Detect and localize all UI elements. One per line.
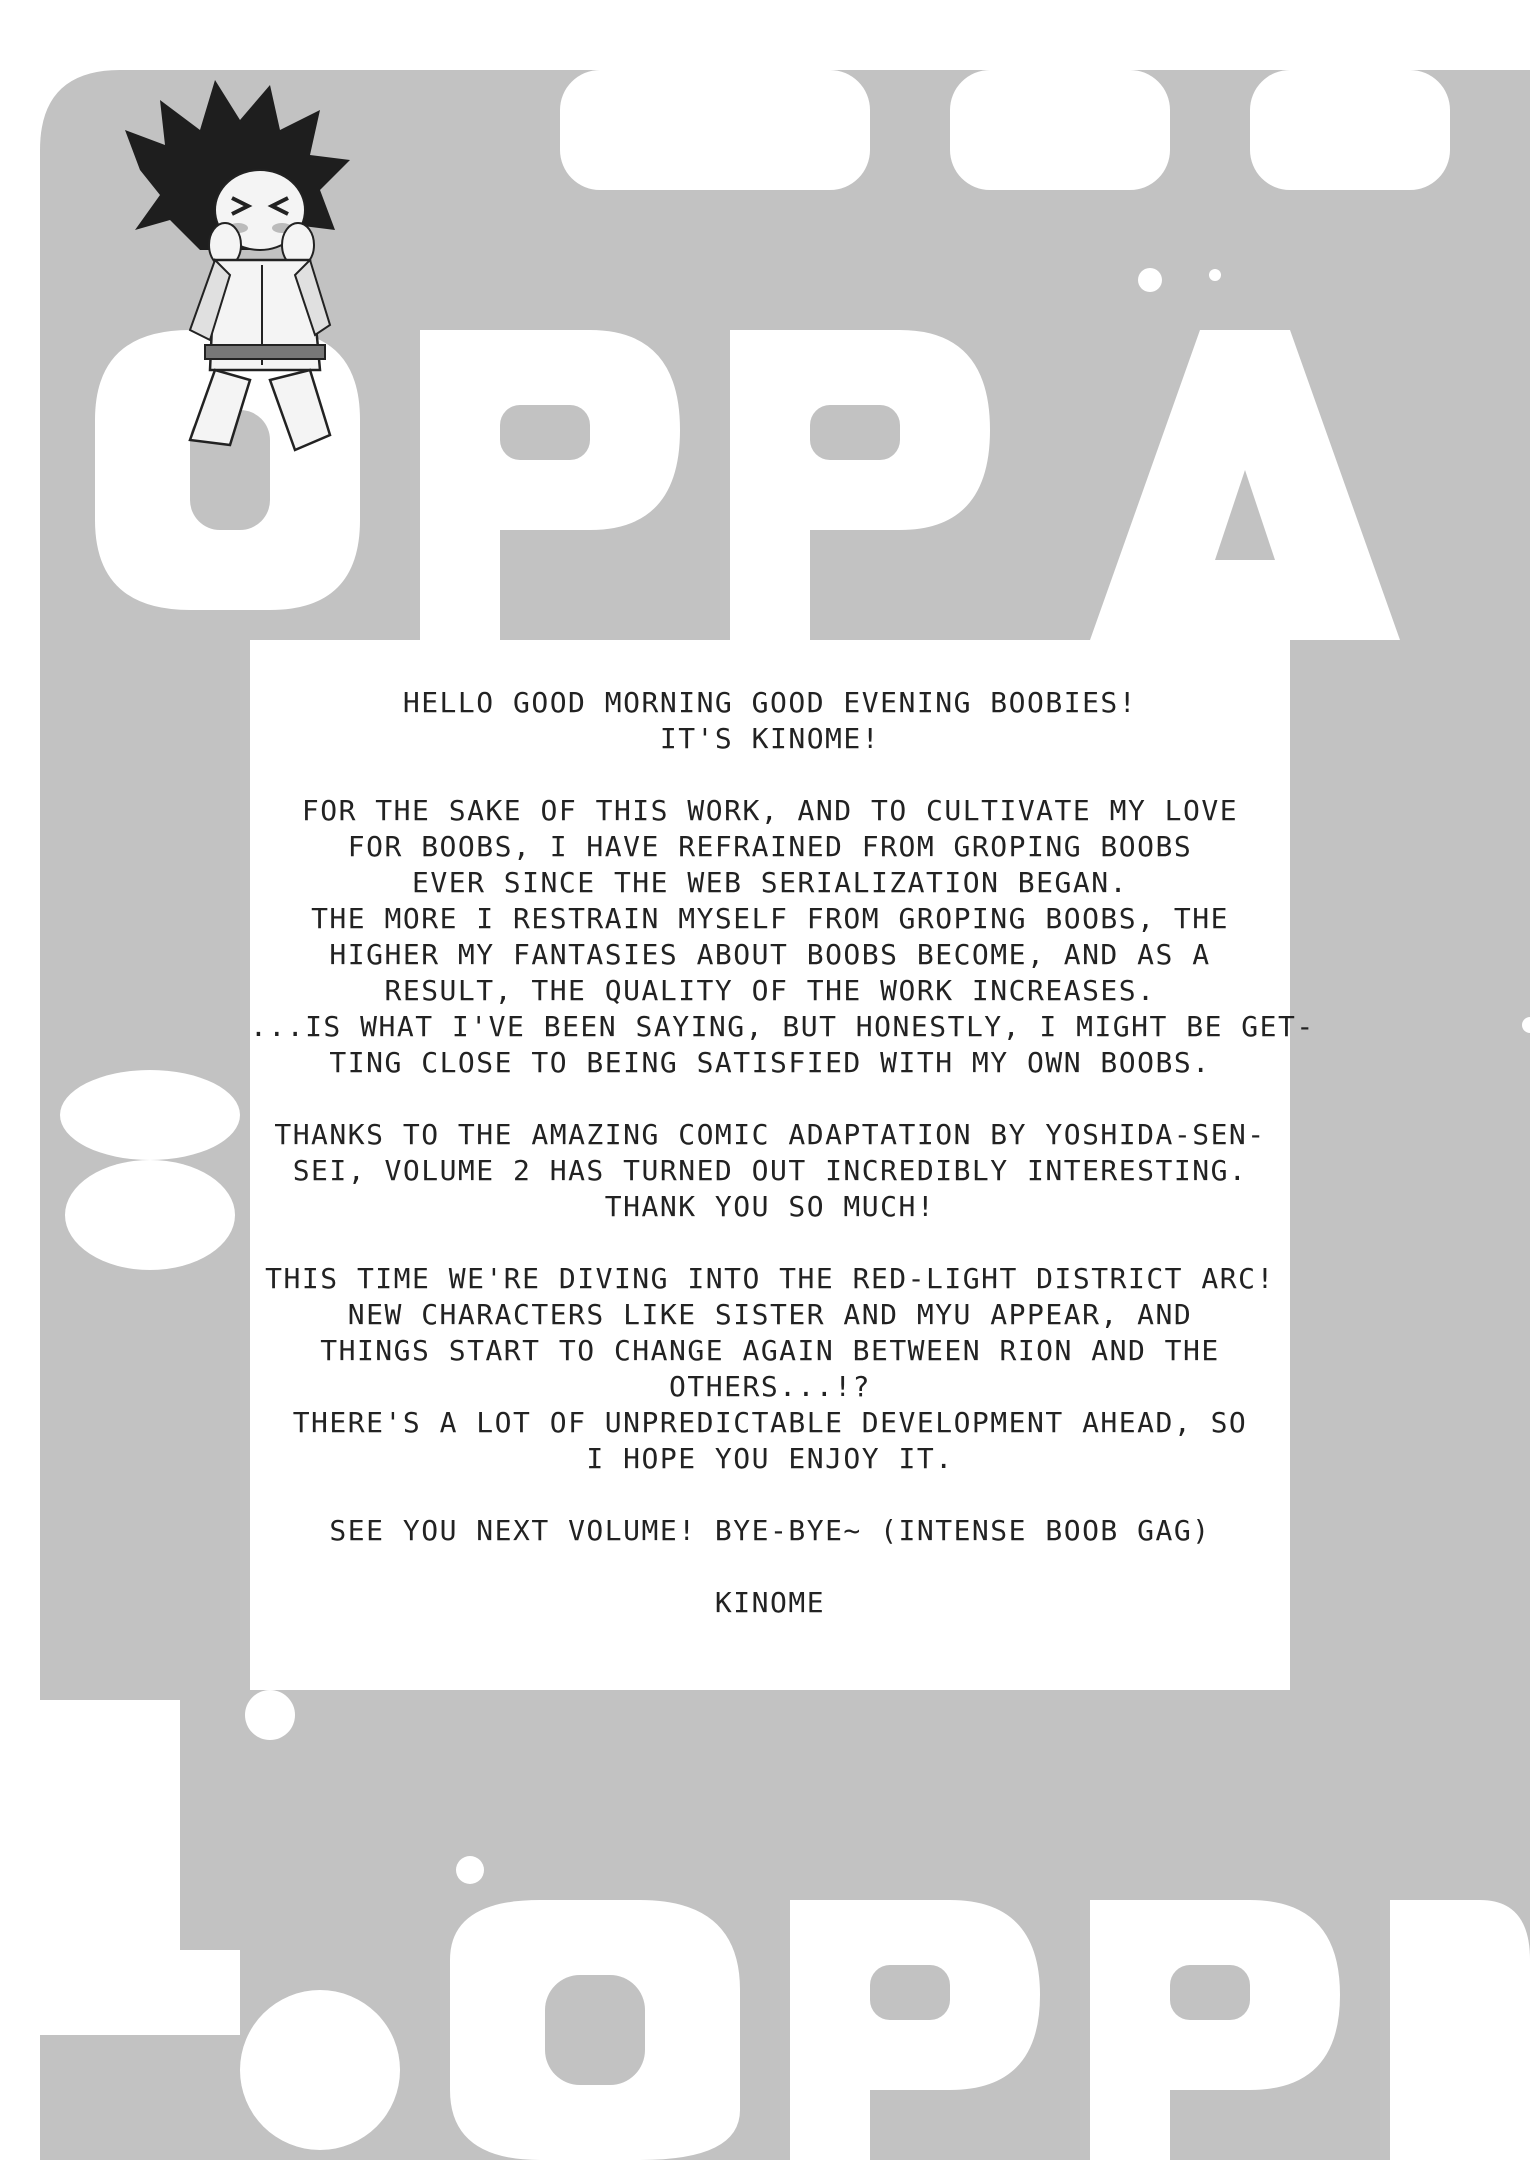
text-line: SEI, VOLUME 2 HAS TURNED OUT INCREDIBLY INTERESTING. (292, 1154, 1248, 1187)
legs (190, 370, 250, 445)
grey-strip-left (0, 0, 40, 2160)
text-line: I HOPE YOU ENJOY IT. (586, 1442, 954, 1475)
text-line: THERE'S A LOT OF UNPREDICTABLE DEVELOPMENT AHEAD, SO (292, 1406, 1248, 1439)
closing-line: SEE YOU NEXT VOLUME! BYE-BYE~ (INTENSE BOOB GAG) (329, 1514, 1211, 1547)
paragraph-one (250, 793, 1315, 1081)
paragraph-two (250, 1117, 1290, 1225)
text-line: THINGS START TO CHANGE AGAIN BETWEEN RION AND THE (320, 1334, 1220, 1367)
greeting-paragraph (250, 685, 1290, 757)
text-line: THANKS TO THE AMAZING COMIC ADAPTATION BY YOSHIDA-SEN- (274, 1118, 1266, 1151)
text-line: THANK YOU SO MUCH! (604, 1190, 936, 1223)
signature-paragraph (250, 1585, 1290, 1621)
text-line: FOR THE SAKE OF THIS WORK, AND TO CULTIVATE MY LOVE (301, 794, 1239, 827)
text-line: RESULT, THE QUALITY OF THE WORK INCREASES. (384, 974, 1156, 1007)
text-line: THE MORE I RESTRAIN MYSELF FROM GROPING BOOBS, THE (311, 902, 1229, 935)
chibi-character-illustration (120, 60, 380, 480)
text-line: HELLO GOOD MORNING GOOD EVENING BOOBIES! (402, 686, 1138, 719)
text-line: THIS TIME WE'RE DIVING INTO THE RED-LIGHT DISTRICT ARC! (265, 1262, 1275, 1295)
text-line: EVER SINCE THE WEB SERIALIZATION BEGAN. (412, 866, 1128, 899)
text-line: FOR BOOBS, I HAVE REFRAINED FROM GROPING BOOBS (347, 830, 1193, 863)
signature: KINOME (714, 1586, 826, 1619)
text-line: NEW CHARACTERS LIKE SISTER AND MYU APPEAR, AND (347, 1298, 1193, 1331)
closing-paragraph (250, 1513, 1290, 1549)
text-line: OTHERS...!? (669, 1370, 871, 1403)
text-line: ...IS WHAT I'VE BEEN SAYING, BUT HONESTLY, I MIGHT BE GET- (250, 1010, 1315, 1043)
afterword-message (250, 640, 1315, 1690)
text-line: HIGHER MY FANTASIES ABOUT BOOBS BECOME, AND AS A (329, 938, 1211, 971)
text-line: TING CLOSE TO BEING SATISFIED WITH MY OWN BOOBS. (329, 1046, 1211, 1079)
paragraph-three (250, 1261, 1290, 1477)
text-line: IT'S KINOME! (659, 722, 881, 755)
